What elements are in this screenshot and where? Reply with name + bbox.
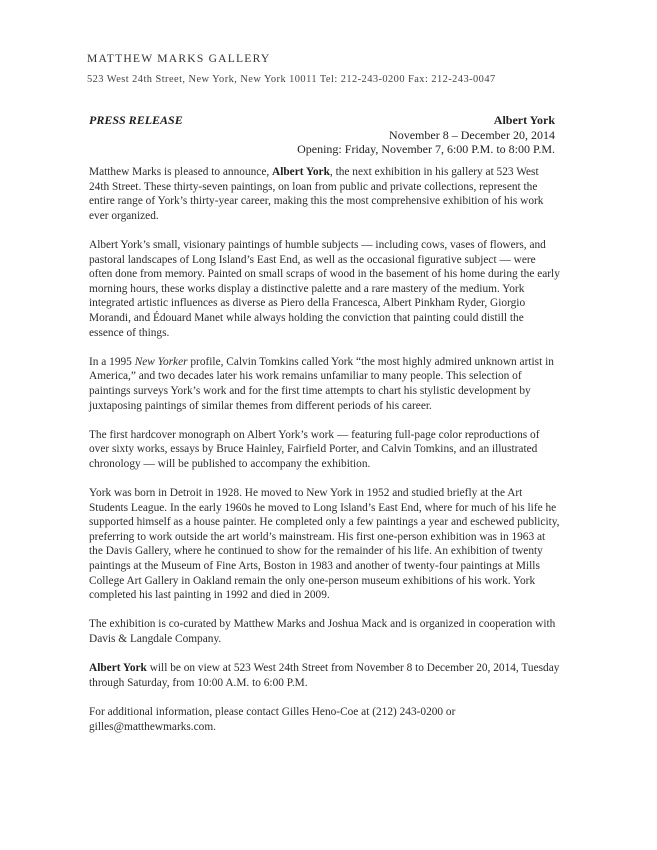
- paragraph-paintings: Albert York’s small, visionary paintings of humble subjects — including cows, vases of flowers, and pastoral landscapes of Long Island’s East End, as well as the occasional figurative subject — were often done from memory. Painted on small scraps of wood in the basement of his home during the early morning hours, these works display a distinctive palette and a rare mastery of the medium. York integrated artistic influences as diverse as Piero della Francesca, Albert Pinkham Ryder, Giorgio Morandi, and Édouard Manet while always holding the conviction that painting could distill the essence of things.: [89, 238, 560, 339]
- gallery-name: MATTHEW MARKS GALLERY: [87, 52, 271, 65]
- exhibition-opening: Opening: Friday, November 7, 6:00 P.M. to 8:00 P.M.: [297, 142, 555, 157]
- new-yorker-text-end: profile, Calvin Tomkins called York “the most highly admired unknown artist in America,” and two decades later his work remains unfamiliar to many people. This selection of paintings surveys York’s work and for the first time attempts to chart his stylistic development by juxtaposing paintings of similar themes from different periods of his career.: [89, 355, 554, 412]
- paragraph-contact: For additional information, please contact Gilles Heno-Coe at (212) 243-0200 or gilles@matthewmarks.com.: [89, 705, 456, 733]
- announcement-text-start: Matthew Marks is pleased to announce,: [89, 166, 273, 178]
- announcement-text-end: , the next exhibition in his gallery at 523 West 24th Street. These thirty-seven paintings, on loan from public and private collections, represent the entire range of York’s thirty-year career, making this the most comprehensive exhibition of his work ever organized.: [89, 166, 544, 222]
- press-release-label: PRESS RELEASE: [89, 113, 183, 127]
- artist-name-bold-2: Albert York: [89, 662, 147, 675]
- letterhead: [87, 52, 496, 85]
- exhibition-dates: November 8 – December 20, 2014: [389, 127, 555, 142]
- gallery-address: 523 West 24th Street, New York, New York 10011 Tel: 212-243-0200 Fax: 212-243-0047: [87, 74, 496, 85]
- paragraph-curators: The exhibition is co-curated by Matthew Marks and Joshua Mack and is organized in cooperation with Davis & Langdale Company.: [89, 618, 556, 645]
- viewing-hours-text: will be on view at 523 West 24th Street from November 8 to December 20, 2014, Tuesday through Saturday, from 10:00 A.M. to 6:00 P.M.: [89, 662, 560, 689]
- paragraph-biography: York was born in Detroit in 1928. He moved to New York in 1952 and studied briefly at the Art Students League. In the early 1960s he moved to Long Island’s East End, where for much of his life he supported himself as a house painter. He completed only a few paintings a year and eschewed publicity, preferring to work outside the art world’s mainstream. His first one-person exhibition was in 1963 at the Davis Gallery, where he continued to show for the remainder of his life. An exhibition of twenty paintings at the Museum of Fine Arts, Boston in 1983 and another of twenty-four paintings at Mills College Art Gallery in Oakland remain the only one-person museum exhibitions of his work. York completed his last painting in 1992 and died in 2009.: [89, 487, 560, 602]
- paragraph-new-yorker: [89, 355, 561, 413]
- publication-name-italic: New Yorker: [134, 355, 188, 368]
- exhibition-title: Albert York: [493, 113, 555, 127]
- paragraph-monograph: The first hardcover monograph on Albert York’s work — featuring full-page color reproductions of over sixty works, essays by Bruce Hainley, Fairfield Porter, and Calvin Tomkins, and an illustrated chronology — will be published to accompany the exhibition.: [89, 428, 540, 470]
- artist-name-bold: Albert York: [272, 166, 330, 178]
- new-yorker-text-start: In a 1995: [89, 355, 135, 368]
- paragraph-announcement: [89, 165, 561, 223]
- paragraph-viewing-hours: [89, 661, 561, 690]
- release-body: [89, 165, 561, 749]
- exhibition-info: [297, 113, 555, 157]
